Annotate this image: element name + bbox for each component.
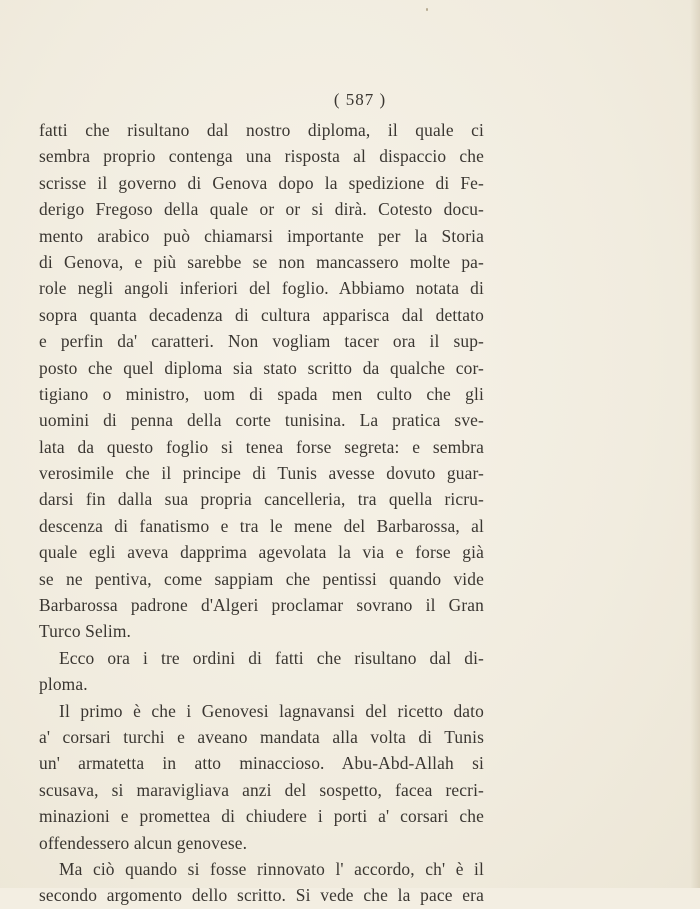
text-line: Il primo è che i Genovesi lagnavansi del ricetto dato	[59, 700, 484, 721]
text-line: minazioni e promettea di chiudere i porti a' corsari che	[39, 806, 484, 827]
text-line: Ecco ora i tre ordini di fatti che risultano dal di-	[59, 647, 484, 668]
page-edge-shadow	[690, 0, 700, 888]
text-line: verosimile che il principe di Tunis avesse dovuto guar-	[39, 463, 484, 484]
text-line: derigo Fregoso della quale or or si dirà. Cotesto docu-	[39, 199, 484, 220]
text-line: fatti che risultano dal nostro diploma, il quale ci	[39, 120, 484, 140]
text-line: descenza di fanatismo e tra le mene del Barbarossa, al	[39, 515, 484, 536]
text-line: di Genova, e più sarebbe se non mancassero molte pa-	[39, 251, 484, 272]
text-line: scusava, si maravigliava anzi del sospetto, facea recri-	[39, 779, 484, 800]
text-line: role negli angoli inferiori del foglio. Abbiamo notata di	[39, 278, 484, 299]
text-line: scrisse il governo di Genova dopo la spedizione di Fe-	[39, 172, 484, 193]
text-line: quale egli aveva dapprima agevolata la via e forse già	[39, 542, 484, 563]
text-line: Barbarossa padrone d'Algeri proclamar sovrano il Gran	[39, 595, 484, 616]
text-line: ploma.	[39, 674, 88, 695]
text-line: sopra quanta decadenza di cultura apparisca dal dettato	[39, 304, 484, 325]
text-line: Turco Selim.	[39, 621, 131, 642]
body-text	[39, 117, 484, 909]
text-line: se ne pentiva, come sappiam che pentissi quando vide	[39, 568, 484, 589]
text-line: tigiano o ministro, uom di spada men culto che gli	[39, 383, 484, 404]
text-line: lata da questo foglio si tenea forse segreta: e sembra	[39, 436, 484, 457]
text-line: secondo argomento dello scritto. Si vede che la pace era	[39, 885, 484, 906]
page-number: ( 587 )	[333, 90, 387, 109]
text-line: un' armatetta in atto minaccioso. Abu-Abd-Allah si	[39, 753, 484, 774]
text-line: Ma ciò quando si fosse rinnovato l' accordo, ch' è il	[59, 858, 484, 879]
text-line: uomini di penna della corte tunisina. La pratica sve-	[39, 410, 484, 431]
text-line: a' corsari turchi e aveano mandata alla volta di Tunis	[39, 726, 484, 747]
text-line: mento arabico può chiamarsi importante per la Storia	[39, 225, 484, 246]
text-line: e perfin da' caratteri. Non vogliam tacer ora il sup-	[39, 331, 484, 352]
text-line: offendessero alcun genovese.	[39, 832, 248, 853]
text-line: darsi fin dalla sua propria cancelleria, tra quella ricru-	[39, 489, 484, 510]
paper-speck	[426, 8, 428, 11]
text-line: posto che quel diploma sia stato scritto da qualche cor-	[39, 357, 484, 378]
text-line: sembra proprio contenga una risposta al dispaccio che	[39, 146, 484, 167]
